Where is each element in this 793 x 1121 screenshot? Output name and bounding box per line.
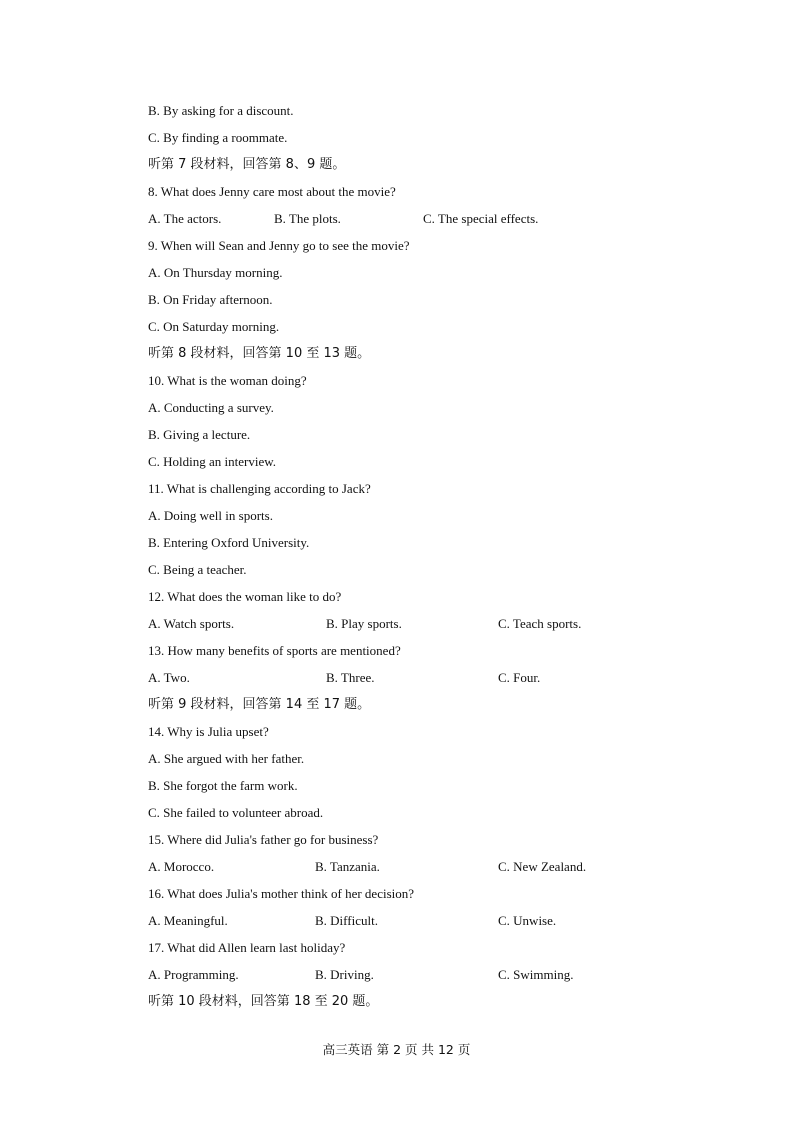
q7-option-b: B. By asking for a discount. (148, 103, 294, 118)
q10-option-c: C. Holding an interview. (148, 454, 277, 469)
question-11: 11. What is challenging according to Jack? (148, 481, 371, 496)
q14-option-c: C. She failed to volunteer abroad. (148, 805, 324, 820)
q16-option-c: C. Unwise. (498, 913, 557, 928)
question-9: 9. When will Sean and Jenny go to see the movie? (148, 238, 410, 253)
q9-option-c: C. On Saturday morning. (148, 319, 280, 334)
q10-option-b: B. Giving a lecture. (148, 427, 251, 442)
section-8-instruction: 听第 8 段材料，回答第 10 至 13 题。 (148, 346, 371, 361)
q17-option-c: C. Swimming. (498, 967, 574, 982)
question-15: 15. Where did Julia's father go for business? (148, 832, 379, 847)
q11-option-c: C. Being a teacher. (148, 562, 247, 577)
q7-option-c: C. By finding a roommate. (148, 130, 288, 145)
q13-option-b: B. Three. (326, 670, 375, 685)
section-7-instruction: 听第 7 段材料，回答第 8、9 题。 (148, 157, 346, 172)
question-8: 8. What does Jenny care most about the movie? (148, 184, 396, 199)
q12-option-a: A. Watch sports. (148, 616, 235, 631)
q12-option-c: C. Teach sports. (498, 616, 582, 631)
q12-option-b: B. Play sports. (326, 616, 402, 631)
question-12: 12. What does the woman like to do? (148, 589, 342, 604)
q14-option-b: B. She forgot the farm work. (148, 778, 298, 793)
q8-option-b: B. The plots. (274, 211, 341, 226)
q15-option-b: B. Tanzania. (315, 859, 380, 874)
q13-option-c: C. Four. (498, 670, 541, 685)
q9-option-a: A. On Thursday morning. (148, 265, 283, 280)
q16-option-b: B. Difficult. (315, 913, 378, 928)
q11-option-b: B. Entering Oxford University. (148, 535, 310, 550)
question-14: 14. Why is Julia upset? (148, 724, 269, 739)
q8-option-a: A. The actors. (148, 211, 222, 226)
q11-option-a: A. Doing well in sports. (148, 508, 273, 523)
q9-option-b: B. On Friday afternoon. (148, 292, 273, 307)
section-9-instruction: 听第 9 段材料，回答第 14 至 17 题。 (148, 697, 371, 712)
q15-option-a: A. Morocco. (148, 859, 215, 874)
question-10: 10. What is the woman doing? (148, 373, 307, 388)
question-17: 17. What did Allen learn last holiday? (148, 940, 346, 955)
q17-option-b: B. Driving. (315, 967, 374, 982)
q13-option-a: A. Two. (148, 670, 190, 685)
q16-option-a: A. Meaningful. (148, 913, 228, 928)
q8-option-c: C. The special effects. (423, 211, 539, 226)
q15-option-c: C. New Zealand. (498, 859, 587, 874)
section-10-instruction: 听第 10 段材料，回答第 18 至 20 题。 (148, 994, 379, 1009)
q14-option-a: A. She argued with her father. (148, 751, 305, 766)
question-16: 16. What does Julia's mother think of her decision? (148, 886, 415, 901)
q10-option-a: A. Conducting a survey. (148, 400, 274, 415)
q17-option-a: A. Programming. (148, 967, 239, 982)
page-footer: 高三英语 第 2 页 共 12 页 (322, 1042, 471, 1057)
question-13: 13. How many benefits of sports are mentioned? (148, 643, 401, 658)
